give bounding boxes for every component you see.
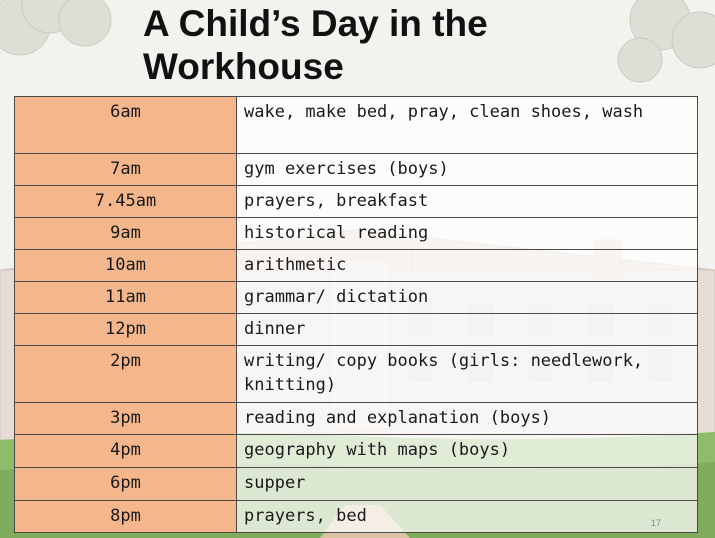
time-cell: 8pm — [15, 501, 237, 533]
time-cell: 10am — [15, 250, 237, 282]
table-row — [15, 154, 698, 186]
table-row — [15, 250, 698, 282]
activity-cell: prayers, bed — [237, 501, 698, 533]
time-cell: 7am — [15, 154, 237, 186]
activity-cell: dinner — [237, 314, 698, 346]
activity-cell: writing/ copy books (girls: needlework, knitting) — [237, 346, 698, 403]
activity-cell: historical reading — [237, 218, 698, 250]
table-row — [15, 435, 698, 468]
time-cell: 6am — [15, 97, 237, 154]
slide-title: A Child’s Day in the Workhouse — [143, 3, 488, 87]
activity-cell: supper — [237, 468, 698, 501]
activity-cell: gym exercises (boys) — [237, 154, 698, 186]
time-cell: 12pm — [15, 314, 237, 346]
time-cell: 3pm — [15, 403, 237, 435]
table-row — [15, 346, 698, 403]
table-row — [15, 468, 698, 501]
time-cell: 4pm — [15, 435, 237, 468]
table-row — [15, 314, 698, 346]
table-row — [15, 403, 698, 435]
activity-cell: wake, make bed, pray, clean shoes, wash — [237, 97, 698, 154]
table-row — [15, 501, 698, 533]
time-cell: 2pm — [15, 346, 237, 403]
time-cell: 7.45am — [15, 186, 237, 218]
schedule-table — [14, 96, 698, 533]
activity-cell: geography with maps (boys) — [237, 435, 698, 468]
page-number: 17 — [651, 518, 662, 528]
activity-cell: arithmetic — [237, 250, 698, 282]
table-row — [15, 218, 698, 250]
time-cell: 9am — [15, 218, 237, 250]
table-row — [15, 282, 698, 314]
activity-cell: reading and explanation (boys) — [237, 403, 698, 435]
activity-cell: grammar/ dictation — [237, 282, 698, 314]
table-row — [15, 97, 698, 154]
table-row — [15, 186, 698, 218]
time-cell: 11am — [15, 282, 237, 314]
time-cell: 6pm — [15, 468, 237, 501]
activity-cell: prayers, breakfast — [237, 186, 698, 218]
